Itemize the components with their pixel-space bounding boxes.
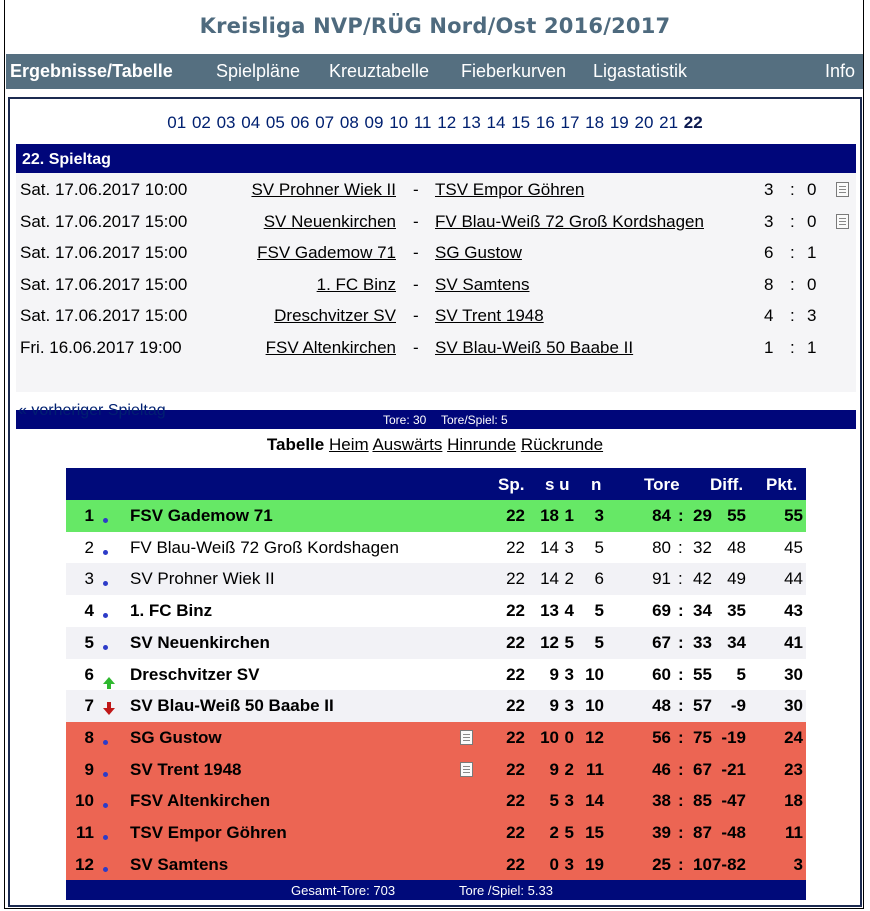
table-row (66, 659, 806, 691)
points: 45 (784, 537, 803, 557)
score-colon: : (790, 306, 795, 325)
rank: 8 (84, 727, 94, 747)
team-name: SV Prohner Wiek II (130, 569, 275, 589)
round-link-05[interactable]: 05 (265, 113, 285, 132)
goals-for: 91 (652, 569, 671, 589)
goal-difference: 35 (727, 601, 746, 621)
home-goals: 3 (764, 211, 774, 231)
match-report-icon[interactable] (836, 214, 849, 229)
points: 3 (793, 854, 803, 874)
home-team-link[interactable]: Dreschvitzer SV (274, 306, 396, 325)
rank: 3 (84, 569, 94, 589)
games-played: 22 (506, 506, 525, 525)
round-link-17[interactable]: 17 (560, 113, 580, 132)
round-link-15[interactable]: 15 (511, 113, 531, 132)
points: 41 (784, 632, 803, 652)
table-row (66, 722, 806, 754)
col-diff: Diff. (710, 475, 744, 494)
draws: 0 (564, 727, 574, 747)
draws: 3 (564, 696, 574, 716)
rank: 10 (75, 791, 94, 811)
goal-difference: 34 (727, 632, 746, 652)
match-date: Sat. 17.06.2017 15:00 (20, 243, 188, 262)
away-team-link[interactable]: TSV Empor Göhren (435, 180, 585, 199)
goal-difference: -48 (721, 823, 746, 842)
away-goals: 3 (807, 306, 817, 325)
goals-against: 57 (693, 696, 712, 716)
wins: 9 (549, 696, 559, 716)
points: 55 (784, 506, 803, 525)
losses: 11 (586, 759, 604, 779)
losses: 6 (594, 569, 604, 589)
table-total-goals: Gesamt-Tore: 703 (291, 883, 396, 898)
goals-colon: : (678, 696, 684, 716)
round-link-18[interactable]: 18 (585, 113, 605, 132)
score-colon: : (790, 180, 795, 199)
points: 11 (785, 823, 803, 842)
match-row (16, 238, 856, 269)
round-link-08[interactable]: 08 (339, 113, 359, 132)
round-link-22[interactable]: 22 (683, 113, 703, 132)
rank: 9 (84, 759, 94, 779)
goals-colon: : (678, 632, 684, 652)
score-colon: : (790, 211, 795, 231)
table-view-tabs (10, 435, 860, 455)
table-footer (66, 880, 806, 900)
losses: 3 (594, 506, 604, 525)
prev-matchday-link[interactable]: « vorheriger Spieltag (18, 402, 166, 419)
col-n: n (591, 475, 602, 494)
table-row (66, 595, 806, 627)
wins: 10 (540, 727, 559, 747)
rank: 7 (84, 696, 94, 716)
table-row (66, 817, 806, 849)
goals-colon: : (678, 506, 684, 525)
home-team-link[interactable]: SV Prohner Wiek II (251, 180, 396, 199)
draws: 2 (564, 569, 574, 589)
nav-info[interactable]: Info (825, 61, 856, 81)
match-row (16, 207, 856, 238)
draws: 5 (564, 632, 574, 652)
goals-against: 34 (693, 601, 712, 621)
rank: 12 (75, 854, 94, 874)
away-goals: 1 (807, 243, 817, 262)
match-row (16, 333, 856, 364)
match-date: Sat. 17.06.2017 15:00 (20, 274, 188, 294)
goals-colon: : (678, 569, 683, 589)
match-date: Sat. 17.06.2017 10:00 (20, 180, 188, 199)
round-link-21[interactable]: 21 (659, 113, 679, 132)
rank: 5 (84, 632, 94, 652)
team-name: TSV Empor Göhren (130, 823, 287, 842)
tab-hinrunde[interactable]: Hinrunde (447, 435, 517, 454)
goals-against: 29 (693, 506, 712, 525)
goals-colon: : (678, 854, 684, 874)
home-goals: 4 (764, 306, 774, 325)
rank: 2 (84, 537, 94, 557)
round-link-03[interactable]: 03 (216, 113, 236, 132)
goal-difference: 49 (727, 569, 746, 589)
goals-for: 80 (652, 537, 671, 557)
score-colon: : (790, 337, 795, 357)
goals-against: 107 (693, 854, 722, 874)
goals-against: 75 (693, 727, 712, 747)
goals-for: 46 (652, 759, 671, 779)
round-link-06[interactable]: 06 (290, 113, 310, 132)
goals-colon: : (678, 727, 684, 747)
away-team-link[interactable]: SG Gustow (435, 243, 522, 262)
goals-colon: : (678, 823, 684, 842)
draws: 4 (564, 601, 574, 621)
goals-colon: : (678, 537, 683, 557)
rank: 11 (76, 823, 94, 842)
goals-against: 67 (693, 759, 712, 779)
team-name: SG Gustow (130, 727, 222, 747)
home-goals: 3 (764, 180, 774, 199)
away-team-link[interactable]: SV Trent 1948 (435, 306, 544, 325)
table-row (66, 500, 806, 532)
table-row (66, 785, 806, 817)
goals-for: 38 (652, 791, 671, 811)
table-row (66, 754, 806, 786)
match-separator: - (413, 211, 419, 231)
match-separator: - (413, 180, 419, 199)
games-played: 22 (506, 759, 525, 779)
team-name: SV Trent 1948 (130, 759, 242, 779)
table-row (66, 532, 806, 564)
goals-colon: : (678, 759, 684, 779)
points: 44 (784, 569, 803, 589)
table-row (66, 849, 806, 881)
points: 30 (784, 664, 803, 684)
match-separator: - (413, 337, 419, 357)
wins: 12 (540, 632, 559, 652)
nav-ligastatistik[interactable]: Ligastatistik (593, 61, 688, 81)
losses: 14 (585, 791, 604, 811)
page-title: Kreisliga NVP/RÜG Nord/Ost 2016/2017 (199, 14, 671, 38)
draws: 3 (564, 854, 574, 874)
team-name: 1. FC Binz (130, 601, 213, 621)
round-selector (10, 113, 860, 133)
nav-ergebnisse-tabelle[interactable]: Ergebnisse/Tabelle (10, 61, 173, 81)
round-link-11[interactable]: 11 (413, 113, 432, 132)
goal-difference: -9 (730, 696, 746, 716)
draws: 5 (564, 823, 574, 842)
round-link-13[interactable]: 13 (461, 113, 481, 132)
round-link-14[interactable]: 14 (486, 113, 506, 132)
losses: 15 (585, 823, 604, 842)
wins: 14 (540, 537, 559, 557)
goal-difference: 48 (727, 537, 746, 557)
games-played: 22 (506, 727, 525, 747)
losses: 5 (594, 632, 604, 652)
nav-spielplaene[interactable]: Spielpläne (216, 61, 301, 81)
matchday-header: 22. Spieltag (16, 144, 856, 173)
wins: 5 (549, 791, 559, 811)
round-link-20[interactable]: 20 (634, 113, 654, 132)
round-link-16[interactable]: 16 (535, 113, 555, 132)
points: 43 (784, 601, 803, 621)
tab-auswrts[interactable]: Auswärts (372, 435, 443, 454)
goals-for: 67 (652, 632, 671, 652)
away-goals: 0 (807, 180, 817, 199)
games-played: 22 (506, 823, 525, 842)
goal-difference: -19 (721, 727, 746, 747)
team-name: FSV Altenkirchen (130, 791, 271, 811)
goals-against: 55 (693, 664, 712, 684)
match-report-icon[interactable] (836, 182, 849, 197)
goals-for: 69 (652, 601, 671, 621)
points: 24 (784, 727, 803, 747)
losses: 5 (594, 601, 604, 621)
tab-heim[interactable]: Heim (328, 435, 369, 454)
points: 18 (784, 791, 803, 811)
match-date: Sat. 17.06.2017 15:00 (20, 211, 188, 231)
goals-against: 32 (693, 537, 712, 557)
wins: 18 (540, 506, 559, 525)
points: 23 (784, 759, 803, 779)
col-pkt: Pkt. (766, 475, 798, 494)
goals-against: 42 (693, 569, 712, 589)
goals-against: 33 (693, 632, 712, 652)
round-link-12[interactable]: 12 (437, 113, 457, 132)
wins: 13 (540, 601, 559, 621)
draws: 1 (564, 506, 574, 525)
draws: 2 (564, 759, 574, 779)
away-team-link[interactable]: SV Samtens (435, 274, 530, 294)
wins: 14 (540, 569, 559, 589)
table-row (66, 563, 806, 595)
tab-rckrunde[interactable]: Rückrunde (520, 435, 604, 454)
goals-for: 56 (652, 727, 671, 747)
home-team-link[interactable]: FSV Gademow 71 (257, 243, 396, 262)
nav-fieberkurven[interactable]: Fieberkurven (461, 61, 567, 81)
goals-colon: : (678, 791, 684, 811)
match-separator: - (413, 274, 419, 294)
goals-against: 85 (693, 791, 712, 811)
rank: 6 (84, 664, 94, 684)
match-row (16, 175, 856, 206)
goals-for: 39 (652, 823, 671, 842)
goals-colon: : (678, 601, 684, 621)
match-row (16, 270, 856, 301)
match-separator: - (413, 243, 419, 262)
team-name: SV Samtens (130, 854, 229, 874)
draws: 3 (564, 537, 574, 557)
match-row (16, 301, 856, 332)
score-colon: : (790, 243, 795, 262)
team-report-icon[interactable] (460, 762, 473, 777)
team-name: FV Blau-Weiß 72 Groß Kordshagen (130, 537, 399, 557)
draws: 3 (564, 791, 574, 811)
losses: 19 (585, 854, 604, 874)
goals-for: 25 (652, 854, 671, 874)
matchday-goals: Tore: 30 (383, 413, 427, 427)
home-goals: 1 (764, 337, 774, 357)
goals-colon: : (678, 664, 684, 684)
games-played: 22 (506, 696, 525, 716)
table-header (66, 468, 806, 500)
score-colon: : (790, 274, 795, 294)
home-team-link[interactable]: SV Neuenkirchen (263, 211, 396, 231)
match-date: Sat. 17.06.2017 15:00 (20, 306, 188, 325)
games-played: 22 (506, 632, 525, 652)
goal-difference: 55 (727, 506, 746, 525)
away-goals: 1 (807, 337, 817, 357)
team-report-icon[interactable] (460, 730, 473, 745)
points: 30 (784, 696, 803, 716)
goals-for: 60 (652, 664, 671, 684)
wins: 9 (549, 759, 559, 779)
round-link-02[interactable]: 02 (191, 113, 211, 132)
main-nav (6, 54, 863, 89)
rank: 4 (84, 601, 94, 621)
team-name: FSV Gademow 71 (130, 506, 273, 525)
games-played: 22 (506, 664, 525, 684)
wins: 9 (549, 664, 559, 684)
goal-difference: -82 (721, 854, 746, 874)
round-link-19[interactable]: 19 (609, 113, 629, 132)
wins: 0 (549, 854, 559, 874)
games-played: 22 (506, 537, 525, 557)
matchday-goals-per-game: Tore/Spiel: 5 (441, 413, 508, 427)
away-team-link[interactable]: SV Blau-Weiß 50 Baabe II (435, 337, 634, 357)
goals-for: 84 (652, 506, 671, 525)
table-goals-per-game: Tore /Spiel: 5.33 (459, 883, 553, 898)
goal-difference: -21 (721, 759, 746, 779)
losses: 10 (585, 696, 604, 716)
table-row (66, 690, 806, 722)
round-link-10[interactable]: 10 (389, 113, 409, 132)
draws: 3 (564, 664, 574, 684)
content-panel (8, 97, 862, 907)
wins: 2 (549, 823, 559, 842)
team-name: SV Blau-Weiß 50 Baabe II (130, 696, 334, 716)
games-played: 22 (506, 791, 525, 811)
goal-difference: 5 (736, 664, 746, 684)
away-goals: 0 (807, 211, 817, 231)
games-played: 22 (506, 854, 525, 874)
team-name: SV Neuenkirchen (130, 632, 270, 652)
games-played: 22 (506, 569, 525, 589)
round-link-07[interactable]: 07 (315, 113, 335, 132)
match-date: Fri. 16.06.2017 19:00 (20, 337, 182, 357)
round-link-04[interactable]: 04 (241, 113, 261, 132)
nav-kreuztabelle[interactable]: Kreuztabelle (329, 61, 430, 81)
losses: 10 (585, 664, 604, 684)
col-sp: Sp. (498, 475, 525, 494)
match-separator: - (413, 306, 419, 325)
away-goals: 0 (807, 274, 817, 294)
home-goals: 6 (764, 243, 774, 262)
away-team-link[interactable]: FV Blau-Weiß 72 Groß Kordshagen (435, 211, 704, 231)
home-goals: 8 (764, 274, 774, 294)
home-team-link[interactable]: 1. FC Binz (316, 274, 396, 294)
goals-for: 48 (652, 696, 671, 716)
team-name: Dreschvitzer SV (130, 664, 260, 684)
goal-difference: -47 (721, 791, 746, 811)
losses: 12 (585, 727, 604, 747)
col-su: s u (545, 475, 570, 494)
goals-against: 87 (693, 823, 712, 842)
rank: 1 (84, 506, 94, 525)
table-row (66, 627, 806, 659)
round-link-09[interactable]: 09 (364, 113, 384, 132)
tab-tabelle: Tabelle (266, 435, 325, 454)
col-tore: Tore (644, 475, 680, 494)
games-played: 22 (506, 601, 525, 621)
losses: 5 (594, 537, 604, 557)
round-link-01[interactable]: 01 (167, 113, 187, 132)
home-team-link[interactable]: FSV Altenkirchen (265, 337, 396, 357)
